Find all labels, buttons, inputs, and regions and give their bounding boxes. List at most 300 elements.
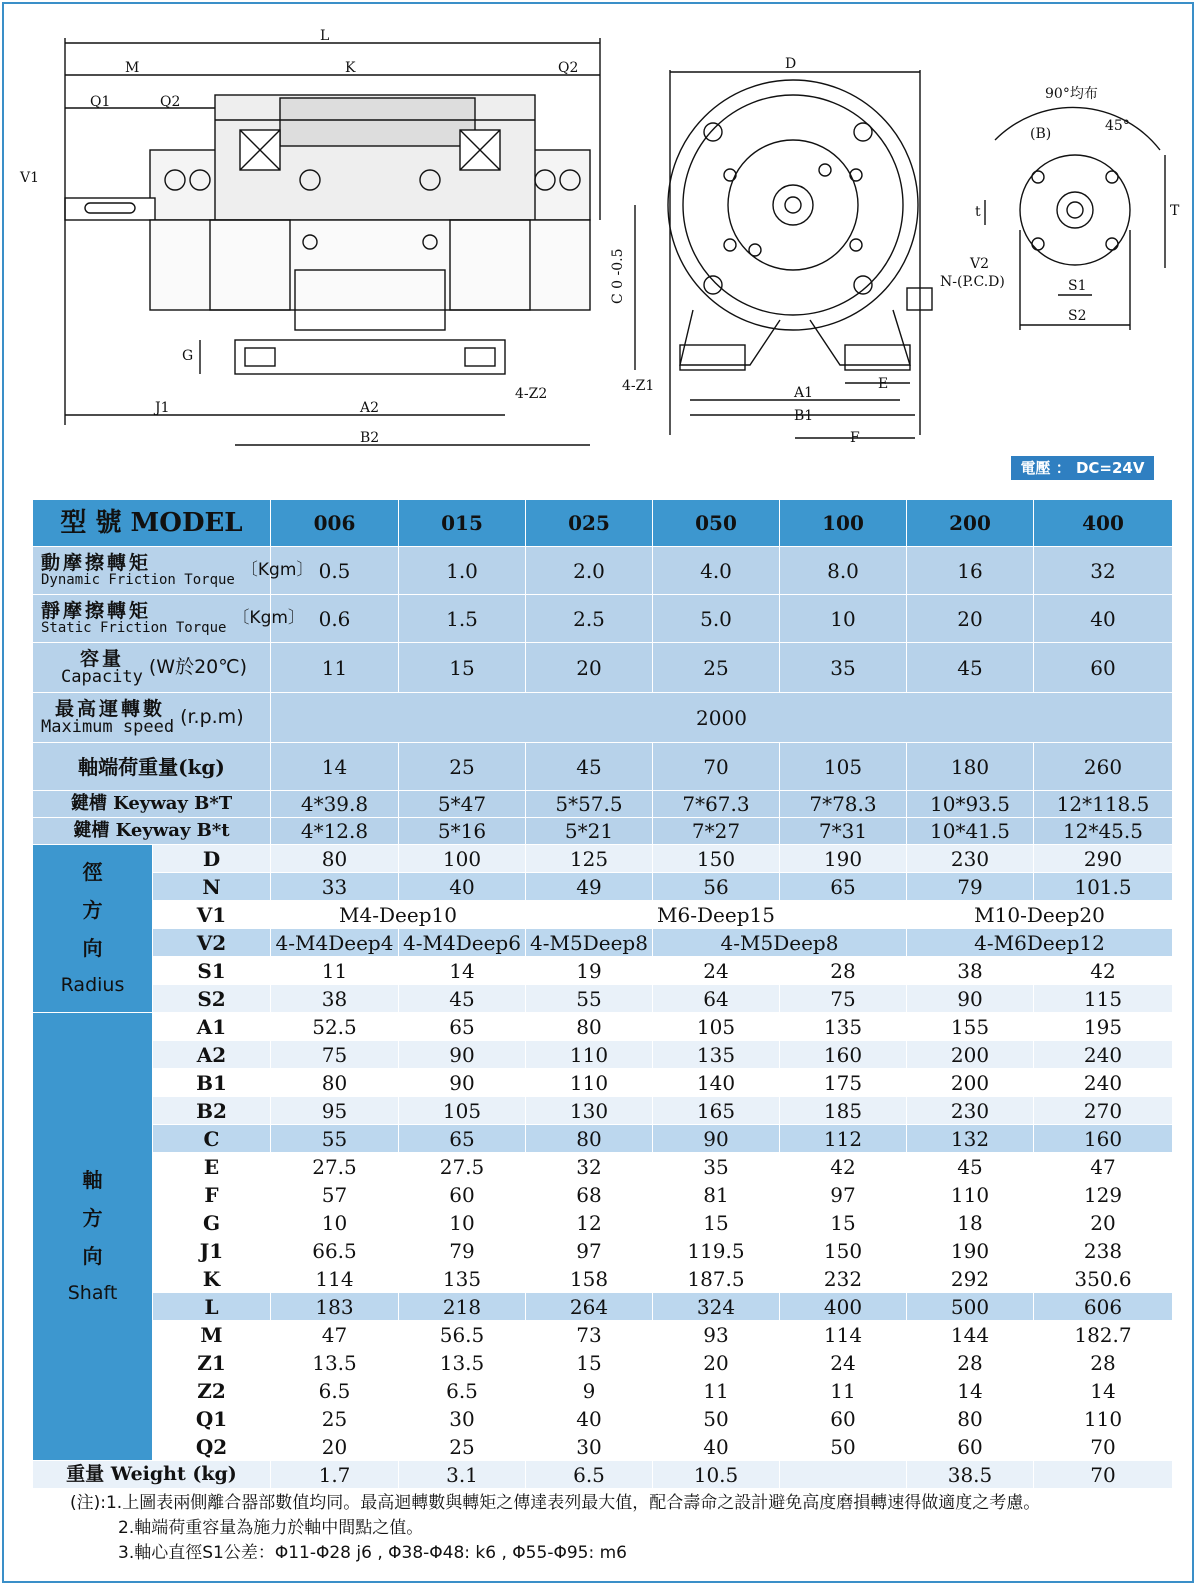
static-zh: 靜摩擦轉矩 [41,600,152,622]
radius-S1-value: 24 [653,957,780,985]
param-code: B2 [153,1097,271,1125]
radius-N-value: 56 [653,873,780,901]
dynamic-value: 16 [907,547,1034,595]
capacity-value: 45 [907,643,1034,693]
dynamic-value: 0.5 [271,547,399,595]
shaft-Q2-value: 70 [1034,1433,1173,1461]
keyway-BT-value: 10*93.5 [907,791,1034,818]
shaft-E-value: 27.5 [399,1153,526,1181]
radius-N-value: 49 [526,873,653,901]
shaft-B1-value: 90 [399,1069,526,1097]
param-code: F [153,1181,271,1209]
shaft-Q2-value: 60 [907,1433,1034,1461]
static-value: 2.5 [526,595,653,643]
radius-V2-row [33,929,1173,957]
param-code: V2 [153,929,271,957]
shaft-G-row [33,1209,1173,1237]
shaft-K-value: 158 [526,1265,653,1293]
shaft-L-value: 324 [653,1293,780,1321]
capacity-value: 20 [526,643,653,693]
shaft-L-value: 264 [526,1293,653,1321]
radius-S2-value: 45 [399,985,526,1013]
keyway-Bt-row [33,818,1173,845]
shaft-Z1-value: 13.5 [271,1349,399,1377]
static-torque-label [33,595,305,643]
shaft-J1-value: 119.5 [653,1237,780,1265]
keyway-Bt-value: 10*41.5 [907,818,1034,845]
param-code: M [153,1321,271,1349]
shaft-B1-value: 110 [526,1069,653,1097]
shaft-B2-value: 270 [1034,1097,1173,1125]
shaft-Q2-row [33,1433,1173,1461]
shaft-A2-value: 110 [526,1041,653,1069]
keyway-Bt-value: 4*12.8 [271,818,399,845]
radius-D-value: 150 [653,845,780,873]
static-unit: 〔Kgm〕 [232,608,305,628]
maxspeed-row [33,693,1173,743]
radius-S1-value: 42 [1034,957,1173,985]
spec-table [32,499,1173,1489]
dynamic-torque-label [33,547,314,595]
shaft-Q1-value: 60 [780,1405,907,1433]
radius-S2-value: 75 [780,985,907,1013]
dynamic-value: 4.0 [653,547,780,595]
shaft-Z2-value: 14 [907,1377,1034,1405]
shaft-K-value: 135 [399,1265,526,1293]
shaft-Z1-value: 28 [1034,1349,1173,1377]
weight-value: 3.1 [399,1461,526,1489]
shaft-Q1-value: 40 [526,1405,653,1433]
shaft-A2-value: 240 [1034,1041,1173,1069]
shaft-K-value: 350.6 [1034,1265,1173,1293]
shaft-B2-value: 185 [780,1097,907,1125]
shaft-zh-2: 方 [82,1206,103,1231]
shaft-C-value: 55 [271,1125,399,1153]
shaftload-row [33,743,1173,791]
shaft-K-value: 292 [907,1265,1034,1293]
shaft-G-value: 10 [399,1209,526,1237]
shaft-M-row [33,1321,1173,1349]
shaft-M-value: 114 [780,1321,907,1349]
param-code: C [153,1125,271,1153]
radius-S1-value: 14 [399,957,526,985]
shaft-A1-value: 195 [1034,1013,1173,1041]
shaft-K-value: 187.5 [653,1265,780,1293]
keyway-BT-value: 4*39.8 [271,791,399,818]
shaft-Q1-row [33,1405,1173,1433]
shaft-A2-row [33,1041,1173,1069]
shaft-F-value: 57 [271,1181,399,1209]
shaft-group-label [33,1013,153,1461]
dim-A2-label: A2 [360,400,380,416]
shaft-B2-row [33,1097,1173,1125]
shaft-G-value: 12 [526,1209,653,1237]
static-value: 20 [907,595,1034,643]
radius-group-label [33,845,153,1013]
dim-F-label: F [850,430,860,446]
shaft-J1-value: 190 [907,1237,1034,1265]
shaft-J1-value: 238 [1034,1237,1173,1265]
shaft-zh-1: 軸 [82,1168,103,1193]
shaft-E-value: 32 [526,1153,653,1181]
keyway-Bt-value: 7*27 [653,818,780,845]
shaft-G-value: 15 [780,1209,907,1237]
shaft-Z2-value: 6.5 [271,1377,399,1405]
param-code: V1 [153,901,271,929]
shaft-Q1-value: 25 [271,1405,399,1433]
radius-V1-row [33,901,1173,929]
radius-V1-value: M6-Deep15 [526,901,907,929]
shaft-B1-value: 140 [653,1069,780,1097]
shaft-A2-value: 90 [399,1041,526,1069]
shaft-L-value: 218 [399,1293,526,1321]
keyway-BT-value: 12*118.5 [1034,791,1173,818]
shaft-B1-value: 80 [271,1069,399,1097]
dim-90deg-label: 90°均布 [1045,86,1098,102]
param-code: J1 [153,1237,271,1265]
shaft-Z1-value: 28 [907,1349,1034,1377]
shaft-section [33,1013,1173,1461]
shaft-L-value: 606 [1034,1293,1173,1321]
maxspeed-label [33,693,271,743]
shaft-B1-value: 240 [1034,1069,1173,1097]
shaft-B2-value: 165 [653,1097,780,1125]
shaft-A1-row [33,1013,1173,1041]
shaft-J1-value: 150 [780,1237,907,1265]
shaft-C-value: 90 [653,1125,780,1153]
notes [70,1491,1190,1566]
radius-N-value: 33 [271,873,399,901]
shaft-K-value: 114 [271,1265,399,1293]
shaft-C-value: 65 [399,1125,526,1153]
shaftload-value: 260 [1034,743,1173,791]
radius-S2-value: 38 [271,985,399,1013]
shaft-Q2-value: 30 [526,1433,653,1461]
shaft-A2-value: 135 [653,1041,780,1069]
shaft-Q1-value: 80 [907,1405,1034,1433]
shaft-Z2-value: 9 [526,1377,653,1405]
technical-drawing [10,20,1190,480]
shaft-C-value: 112 [780,1125,907,1153]
radius-S2-row [33,985,1173,1013]
static-value: 5.0 [653,595,780,643]
shaft-Q2-value: 50 [780,1433,907,1461]
shaft-F-row [33,1181,1173,1209]
dim-S2-label: S2 [1068,308,1087,324]
note-1: (注):1.上圖表兩側離合器部數值均同。最高迴轉數與轉矩之傳達表列最大值，配合壽命之設計避免高度磨損轉速得做適度之考慮。 [70,1493,1041,1513]
radius-en: Radius [60,974,125,997]
radius-V1-value: M10-Deep20 [907,901,1173,929]
radius-S1-value: 19 [526,957,653,985]
model-cell: 100 [780,500,907,547]
capacity-value: 15 [399,643,526,693]
dim-C-label: C 0 -0.5 [610,248,626,304]
weight-value: 10.5 [653,1461,780,1489]
radius-S1-value: 11 [271,957,399,985]
shaft-C-row [33,1125,1173,1153]
shaft-B2-value: 95 [271,1097,399,1125]
shaftload-value: 45 [526,743,653,791]
radius-D-value: 125 [526,845,653,873]
shaft-Z1-value: 20 [653,1349,780,1377]
dynamic-torque-row [33,547,1173,595]
shaft-M-value: 73 [526,1321,653,1349]
dynamic-value: 2.0 [526,547,653,595]
maxspeed-zh: 最高運轉數 [55,697,166,720]
maxspeed-en: Maximum speed [41,716,175,737]
shaft-A1-value: 80 [526,1013,653,1041]
model-cell: 015 [399,500,526,547]
radius-S2-value: 115 [1034,985,1173,1013]
shaft-F-value: 60 [399,1181,526,1209]
shaft-J1-value: 66.5 [271,1237,399,1265]
dynamic-value: 8.0 [780,547,907,595]
dim-B2-label: B2 [360,430,380,446]
param-code: Z2 [153,1377,271,1405]
dim-V1-label: V1 [20,170,40,186]
dim-J1-label: J1 [155,400,170,416]
radius-V2-value: 4-M5Deep8 [526,929,653,957]
dynamic-unit: 〔Kgm〕 [240,560,314,580]
capacity-unit: (W於20℃) [148,656,248,678]
radius-N-row [33,873,1173,901]
param-code: A1 [153,1013,271,1041]
note-2: 2.軸端荷重容量為施力於軸中間點之值。 [118,1518,424,1538]
keyway-BT-value: 5*57.5 [526,791,653,818]
weight-value: 1.7 [271,1461,399,1489]
shaft-Z2-row [33,1377,1173,1405]
param-code: Q1 [153,1405,271,1433]
param-code: E [153,1153,271,1181]
capacity-label [33,643,271,693]
shaft-E-value: 27.5 [271,1153,399,1181]
radius-N-value: 65 [780,873,907,901]
shaft-B1-value: 175 [780,1069,907,1097]
dynamic-value: 32 [1034,547,1173,595]
shaft-B2-value: 105 [399,1097,526,1125]
shaft-K-row [33,1265,1173,1293]
radius-N-value: 79 [907,873,1034,901]
shaft-F-value: 110 [907,1181,1034,1209]
shaft-A1-value: 105 [653,1013,780,1041]
dynamic-zh: 動摩擦轉矩 [41,552,152,574]
param-code: Q2 [153,1433,271,1461]
shaft-Z1-value: 15 [526,1349,653,1377]
shaft-C-value: 80 [526,1125,653,1153]
shaft-J1-value: 97 [526,1237,653,1265]
shaft-Q2-value: 20 [271,1433,399,1461]
shaft-Q2-value: 25 [399,1433,526,1461]
radius-D-value: 190 [780,845,907,873]
shaft-A1-value: 135 [780,1013,907,1041]
param-code: K [153,1265,271,1293]
capacity-value: 35 [780,643,907,693]
shaft-B1-row [33,1069,1173,1097]
radius-S2-value: 64 [653,985,780,1013]
dynamic-value: 1.0 [399,547,526,595]
dim-E-label: E [878,376,889,392]
shaftload-value: 14 [271,743,399,791]
shaft-L-value: 183 [271,1293,399,1321]
shaftload-value: 70 [653,743,780,791]
shaft-zh-3: 向 [82,1244,103,1269]
shaft-G-value: 10 [271,1209,399,1237]
dim-t-label: t [975,204,981,220]
radius-zh-1: 徑 [82,860,103,885]
radius-S1-value: 28 [780,957,907,985]
model-cell: 006 [271,500,399,547]
param-code: S2 [153,985,271,1013]
shaft-G-value: 20 [1034,1209,1173,1237]
shaft-C-value: 160 [1034,1125,1173,1153]
maxspeed-value: 2000 [271,693,1173,743]
shaft-B2-value: 130 [526,1097,653,1125]
radius-D-row [33,845,1173,873]
weight-value: 70 [1034,1461,1173,1489]
shaft-Q1-value: 30 [399,1405,526,1433]
capacity-value: 11 [271,643,399,693]
dim-45deg-label: 45° [1105,118,1130,134]
radius-V2-value: 4-M5Deep8 [653,929,907,957]
keyway-Bt-label: 鍵槽 Keyway B*t [33,818,271,845]
capacity-value: 25 [653,643,780,693]
shaft-G-value: 18 [907,1209,1034,1237]
shaft-K-value: 232 [780,1265,907,1293]
radius-D-value: 290 [1034,845,1173,873]
param-code: A2 [153,1041,271,1069]
param-code: D [153,845,271,873]
shaft-F-value: 129 [1034,1181,1173,1209]
header-row [33,500,1173,547]
shaft-E-row [33,1153,1173,1181]
weight-value: 6.5 [526,1461,653,1489]
dim-M-label: M [125,60,140,76]
param-code: S1 [153,957,271,985]
radius-S2-value: 90 [907,985,1034,1013]
dim-G-label: G [182,348,194,364]
shaft-L-value: 400 [780,1293,907,1321]
shaft-F-value: 68 [526,1181,653,1209]
dim-4Z2-label: 4-Z2 [515,386,548,402]
shaft-Z2-value: 11 [780,1377,907,1405]
shaft-C-value: 132 [907,1125,1034,1153]
maxspeed-unit: (r.p.m) [180,706,244,728]
radius-N-value: 101.5 [1034,873,1173,901]
voltage-badge: 電壓 ： DC=24V [1011,456,1154,480]
capacity-zh: 容量 [79,647,124,670]
static-value: 40 [1034,595,1173,643]
weight-value [780,1461,907,1489]
dim-N-label: N-(P.C.D) [940,274,1005,290]
capacity-value: 60 [1034,643,1173,693]
shaftload-value: 180 [907,743,1034,791]
radius-V2-value: 4-M4Deep4 [271,929,399,957]
radius-D-value: 230 [907,845,1034,873]
param-code: L [153,1293,271,1321]
model-cell: 400 [1034,500,1173,547]
shaft-J1-row [33,1237,1173,1265]
shaft-A1-value: 52.5 [271,1013,399,1041]
shaft-M-value: 56.5 [399,1321,526,1349]
shaft-M-value: 93 [653,1321,780,1349]
static-value: 1.5 [399,595,526,643]
shaft-A2-value: 200 [907,1041,1034,1069]
radius-V2-value: 4-M6Deep12 [907,929,1173,957]
keyway-BT-value: 5*47 [399,791,526,818]
shaft-E-value: 35 [653,1153,780,1181]
dim-Q1-label: Q1 [90,94,111,110]
capacity-en: Capacity [61,666,143,687]
shaft-E-value: 42 [780,1153,907,1181]
shaftload-value: 105 [780,743,907,791]
shaft-L-value: 500 [907,1293,1034,1321]
radius-D-value: 80 [271,845,399,873]
shaft-A1-value: 155 [907,1013,1034,1041]
keyway-BT-value: 7*78.3 [780,791,907,818]
dim-V2-label: V2 [970,256,990,272]
shaft-en: Shaft [67,1282,118,1305]
keyway-BT-row [33,791,1173,818]
shaftload-label: 軸端荷重量(kg) [33,743,271,791]
dim-S1-label: S1 [1068,278,1087,294]
shaft-Z2-value: 6.5 [399,1377,526,1405]
param-code: N [153,873,271,901]
radius-S1-row [33,957,1173,985]
shaftload-value: 25 [399,743,526,791]
static-torque-row [33,595,1173,643]
model-cell: 025 [526,500,653,547]
keyway-BT-label: 鍵槽 Keyway B*T [33,791,271,818]
dim-D-label: D [785,56,797,72]
shaft-E-value: 45 [907,1153,1034,1181]
radius-N-value: 40 [399,873,526,901]
keyway-Bt-value: 12*45.5 [1034,818,1173,845]
radius-V2-value: 4-M4Deep6 [399,929,526,957]
shaft-Z2-value: 11 [653,1377,780,1405]
shaft-B1-value: 200 [907,1069,1034,1097]
shaft-F-value: 97 [780,1181,907,1209]
capacity-row [33,643,1173,693]
radius-V1-value: M4-Deep10 [271,901,526,929]
radius-S1-value: 38 [907,957,1034,985]
shaft-Z1-value: 13.5 [399,1349,526,1377]
dim-4Z1-label: 4-Z1 [622,378,655,394]
dim-K-label: K [345,60,356,76]
shaft-Z2-value: 14 [1034,1377,1173,1405]
keyway-Bt-value: 5*16 [399,818,526,845]
dim-B1-label: B1 [794,408,814,424]
dim-B-label: (B) [1030,126,1052,142]
param-code: G [153,1209,271,1237]
shaft-Q1-value: 110 [1034,1405,1173,1433]
keyway-Bt-value: 5*21 [526,818,653,845]
dynamic-en: Dynamic Friction Torque [41,572,235,588]
shaft-M-value: 47 [271,1321,399,1349]
note-3: 3.軸心直徑S1公差：Φ11-Φ28 j6 , Φ38-Φ48: k6 , Φ55-Φ95: m6 [118,1543,627,1563]
keyway-BT-value: 7*67.3 [653,791,780,818]
shaft-A2-value: 75 [271,1041,399,1069]
shaft-Q1-value: 50 [653,1405,780,1433]
model-label: 型 號 MODEL [33,500,271,547]
shaft-A2-value: 160 [780,1041,907,1069]
param-code: Z1 [153,1349,271,1377]
weight-value: 38.5 [907,1461,1034,1489]
static-en: Static Friction Torque [41,620,227,636]
param-code: B1 [153,1069,271,1097]
shaft-M-value: 182.7 [1034,1321,1173,1349]
shaft-J1-value: 79 [399,1237,526,1265]
shaft-Q2-value: 40 [653,1433,780,1461]
